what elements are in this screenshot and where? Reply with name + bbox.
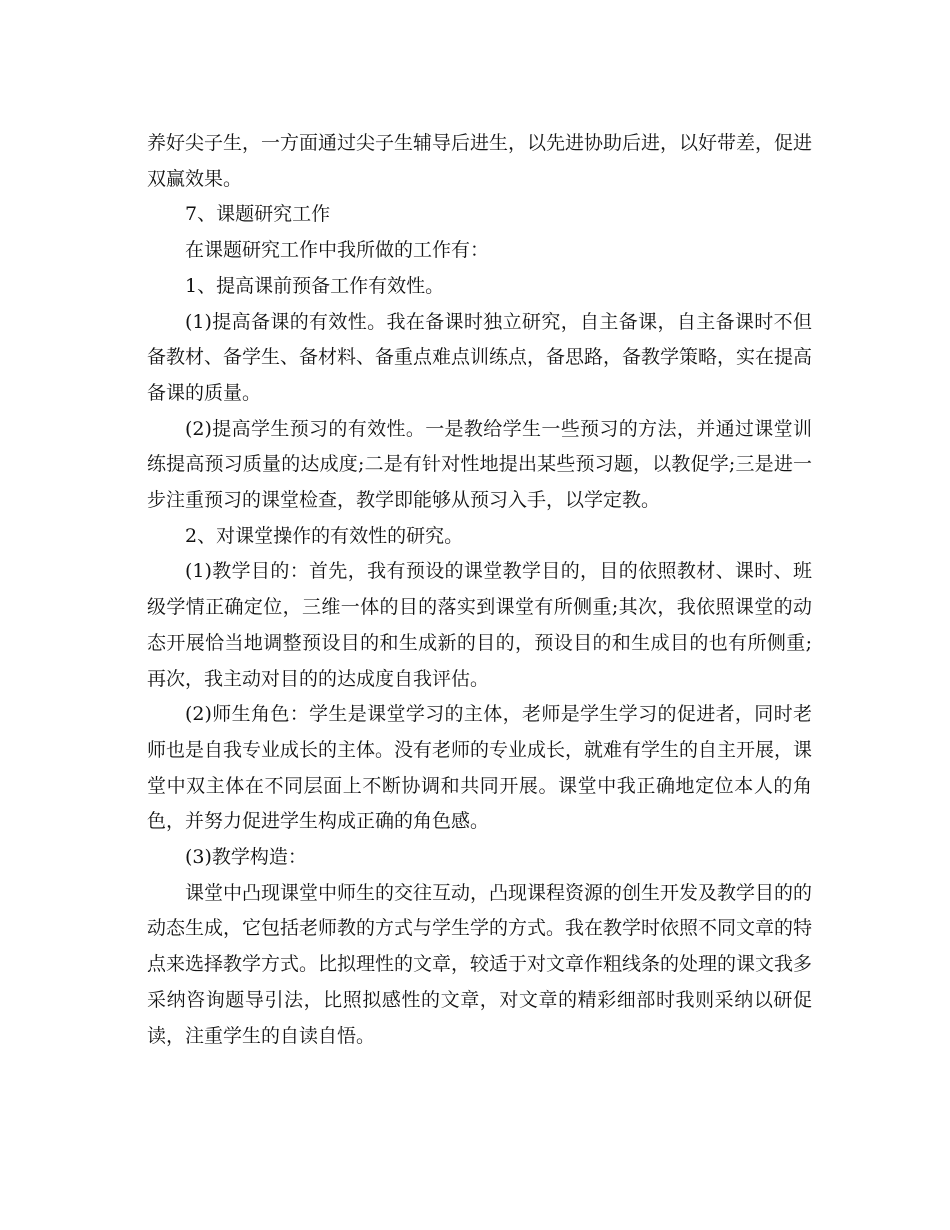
document-body (147, 126, 812, 1054)
paragraph-intro: 在课题研究工作中我所做的工作有： (185, 239, 490, 262)
section-heading-research: 7、课题研究工作 (185, 203, 331, 226)
paragraph-roles: (2)师生角色：学生是课堂学习的主体，老师是学生学习的促进者，同时老师也是自我专业成长的主体。没有老师的专业成长，就难有学生的自主开展，课堂中双主体在不同层面上不断协调和共同开展。课堂中我正确地定位本人的角色，并努力促进学生构成正确的角色感。 (147, 703, 813, 833)
subheading-structure: (3)教学构造： (185, 846, 307, 869)
paragraph-structure: 课堂中凸现课堂中师生的交往互动，凸现课程资源的创生开发及教学目的的动态生成，它包括老师教的方式与学生学的方式。我在教学时依照不同文章的特点来选择教学方式。比拟理性的文章，较适于对文章作粗线条的处理的课文我多采纳咨询题导引法，比照拟感性的文章，对文章的精彩细部时我则采纳以研促读，注重学生的自读自悟。 (147, 881, 813, 1047)
subheading-classroom: 2、对课堂操作的有效性的研究。 (185, 524, 464, 547)
paragraph-continuation: 养好尖子生，一方面通过尖子生辅导后进生，以先进协助后进，以好带差，促进双赢效果。 (147, 132, 813, 190)
paragraph-preview: (2)提高学生预习的有效性。一是教给学生一些预习的方法，并通过课堂训练提高预习质量的达成度;二是有针对性地提出某些预习题，以教促学;三是进一步注重预习的课堂检查，教学即能够从预习入手，以学定教。 (147, 417, 812, 512)
subheading-preparation: 1、提高课前预备工作有效性。 (185, 274, 445, 297)
paragraph-teaching-goals: (1)教学目的：首先，我有预设的课堂教学目的，目的依照教材、课时、班级学情正确定位，三维一体的目的落实到课堂有所侧重;其次，我依照课堂的动态开展恰当地调整预设目的和生成新的目的，预设目的和生成目的也有所侧重;再次，我主动对目的的达成度自我评估。 (147, 560, 812, 690)
paragraph-lesson-prep: (1)提高备课的有效性。我在备课时独立研究，自主备课，自主备课时不但备教材、备学生、备材料、备重点难点训练点，备思路，备教学策略，实在提高备课的质量。 (147, 310, 813, 404)
